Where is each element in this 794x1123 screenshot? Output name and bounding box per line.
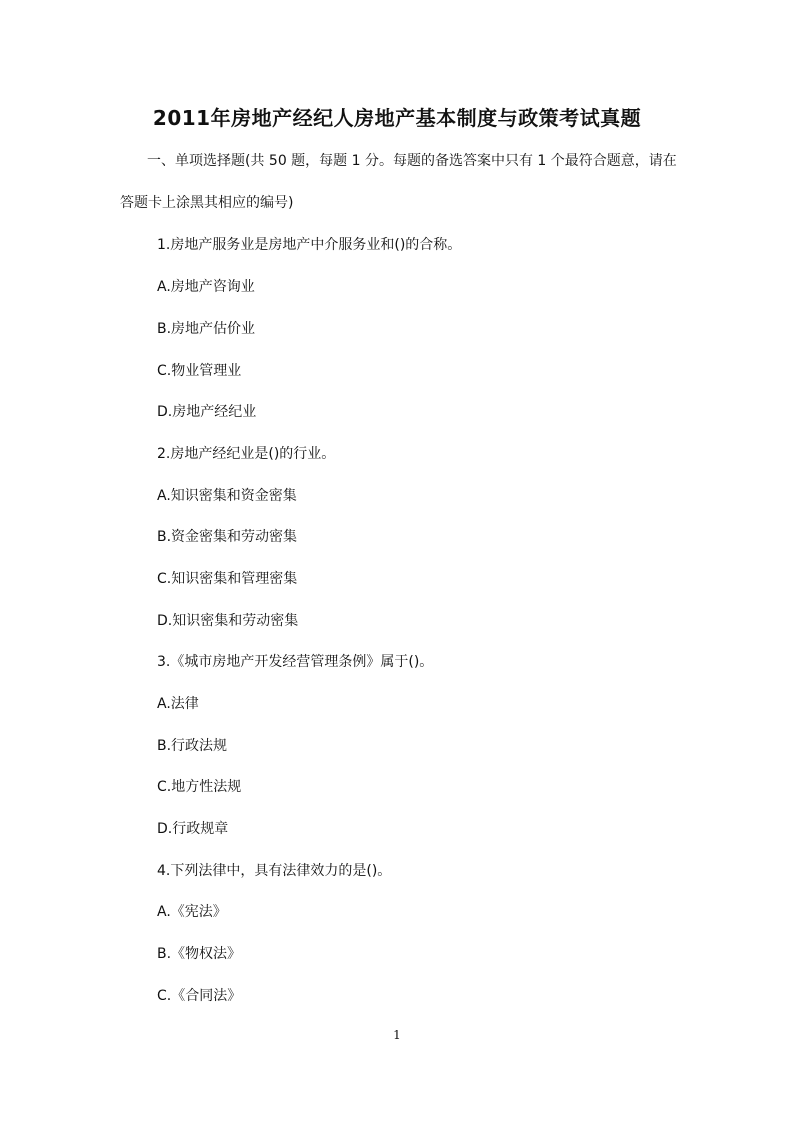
question-1-option-c: C.物业管理业 [157,363,242,379]
section-intro-line-1: 一、单项选择题(共 50 题，每题 1 分。每题的备选答案中只有 1 个最符合题意，请在 [147,153,677,169]
page-number: 1 [393,1028,401,1042]
question-2-option-d: D.知识密集和劳动密集 [157,613,299,629]
question-1-option-d: D.房地产经纪业 [157,404,257,420]
question-1-stem: 1.房地产服务业是房地产中介服务业和()的合称。 [157,237,462,253]
question-1-option-b: B.房地产估价业 [157,321,256,337]
question-3-option-c: C.地方性法规 [157,779,242,795]
question-1-option-a: A.房地产咨询业 [157,279,255,295]
question-4-option-b: B.《物权法》 [157,946,242,962]
question-3-stem: 3.《城市房地产开发经营管理条例》属于()。 [157,654,434,670]
question-2-option-a: A.知识密集和资金密集 [157,488,297,504]
question-2-stem: 2.房地产经纪业是()的行业。 [157,446,336,462]
question-3-option-d: D.行政规章 [157,821,229,837]
question-3-option-a: A.法律 [157,696,199,712]
document-title: 2011年房地产经纪人房地产基本制度与政策考试真题 [152,106,642,130]
question-2-option-c: C.知识密集和管理密集 [157,571,298,587]
question-4-option-c: C.《合同法》 [157,988,242,1004]
question-4-stem: 4.下列法律中，具有法律效力的是()。 [157,863,392,879]
question-2-option-b: B.资金密集和劳动密集 [157,529,298,545]
question-3-option-b: B.行政法规 [157,738,228,754]
question-4-option-a: A.《宪法》 [157,904,227,920]
section-intro-line-2: 答题卡上涂黑其相应的编号) [120,195,294,211]
